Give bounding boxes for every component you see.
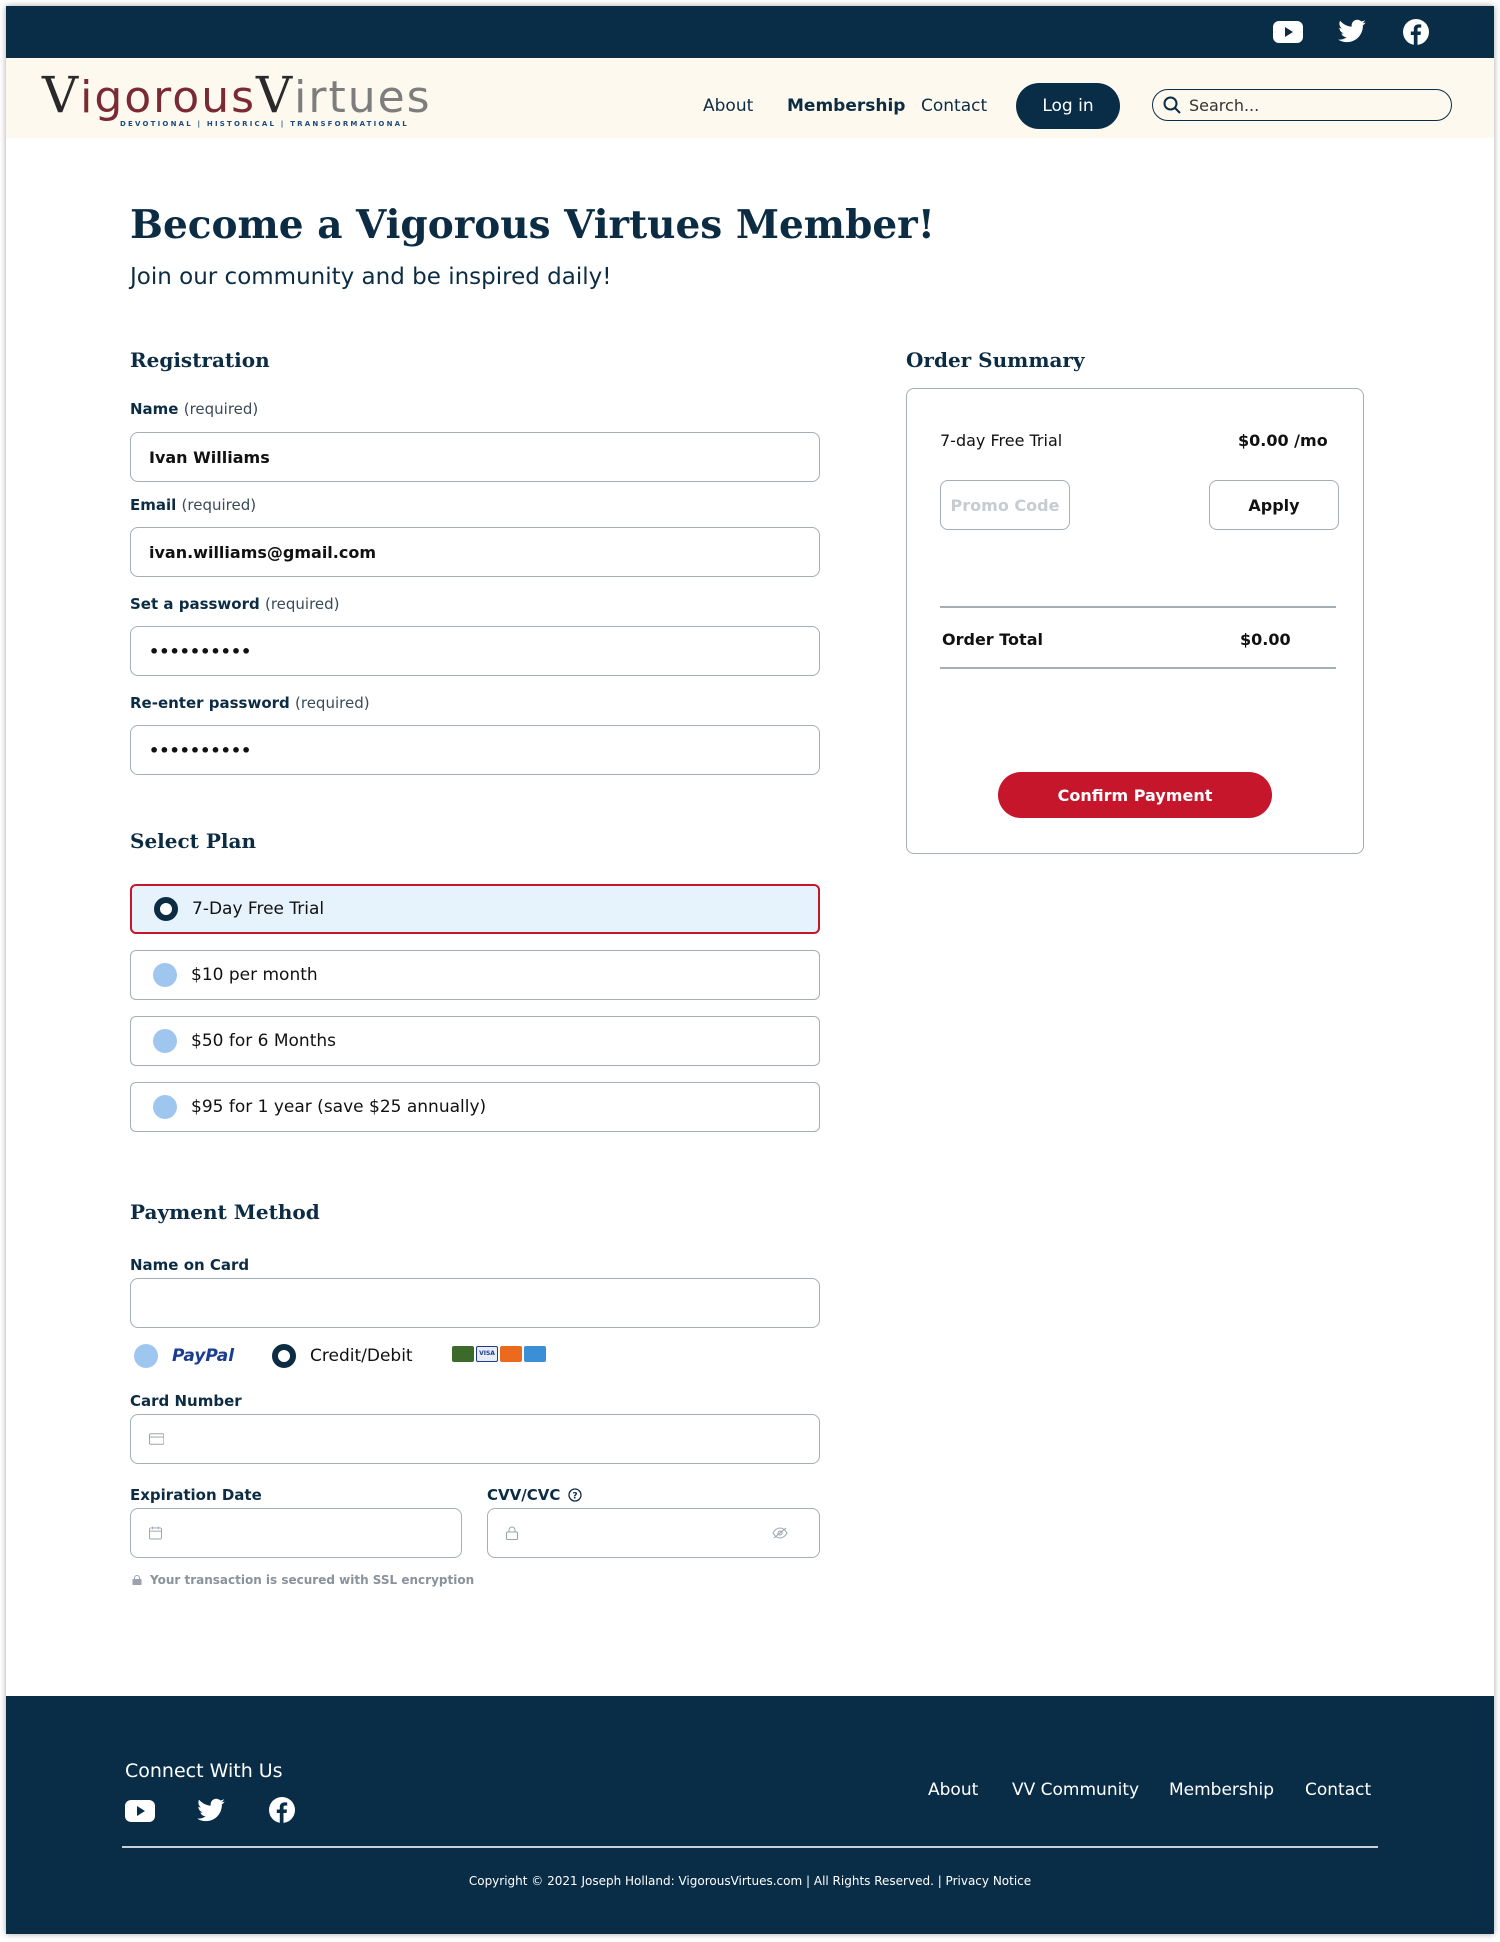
page-frame — [6, 6, 1494, 1934]
logo-tagline: DEVOTIONAL | HISTORICAL | TRANSFORMATIONAL — [120, 120, 409, 128]
apply-button[interactable]: Apply — [1209, 480, 1339, 530]
site-footer — [6, 1696, 1494, 1934]
radio-unselected[interactable] — [153, 1029, 177, 1053]
youtube-icon[interactable] — [1272, 16, 1304, 48]
lock-icon — [506, 1526, 518, 1540]
name-label — [130, 400, 258, 418]
ssl-note-text: Your transaction is secured with SSL encryption — [150, 1573, 475, 1587]
nav-contact[interactable]: Contact — [921, 96, 988, 116]
plan-option-yearly[interactable] — [130, 1082, 820, 1132]
logo-word-2: irtues — [294, 72, 432, 123]
search-bar — [1152, 89, 1452, 121]
confirm-payment-button[interactable]: Confirm Payment — [998, 772, 1272, 818]
name-on-card-field[interactable] — [149, 1294, 819, 1313]
credit-debit-label: Credit/Debit — [310, 1346, 413, 1366]
paypal-logo: PayPal — [172, 1346, 235, 1366]
copyright-text: Copyright © 2021 Joseph Holland: VigorousVirtues.com | All Rights Reserved. | Privacy Notice — [468, 1874, 1032, 1888]
plan-option-free-trial[interactable] — [130, 884, 820, 934]
registration-heading: Registration — [130, 348, 270, 372]
order-total-value: $0.00 — [1240, 630, 1291, 649]
eye-hidden-icon[interactable] — [772, 1527, 788, 1539]
name-field[interactable] — [149, 448, 819, 467]
required-note: (required) — [181, 496, 257, 514]
promo-code-input[interactable] — [950, 496, 1060, 515]
footer-link-community[interactable]: VV Community — [1012, 1780, 1140, 1800]
reenter-password-field-box — [130, 725, 820, 775]
logo-letter-v1: V — [42, 66, 81, 124]
nav-membership[interactable]: Membership — [787, 96, 906, 116]
footer-divider — [122, 1846, 1378, 1848]
facebook-icon[interactable] — [268, 1796, 296, 1828]
nav-about[interactable]: About — [703, 96, 754, 116]
summary-divider — [940, 606, 1336, 608]
site-header — [6, 58, 1494, 138]
credit-debit-option[interactable] — [272, 1344, 413, 1368]
cvv-label-text: CVV/CVC — [487, 1486, 561, 1504]
login-button[interactable]: Log in — [1016, 83, 1120, 129]
required-note: (required) — [264, 595, 340, 613]
card-brands-icon — [452, 1346, 546, 1362]
expiration-input[interactable] — [172, 1524, 461, 1543]
lock-icon — [132, 1575, 142, 1585]
top-social-bar — [6, 6, 1494, 58]
expiration-field-box — [130, 1508, 462, 1558]
email-field[interactable] — [149, 543, 819, 562]
plan-option-six-months[interactable] — [130, 1016, 820, 1066]
svg-text:?: ? — [572, 1491, 578, 1502]
plan-label: 7-Day Free Trial — [192, 899, 325, 919]
name-on-card-field-box — [130, 1278, 820, 1328]
twitter-icon[interactable] — [1336, 16, 1368, 48]
required-note: (required) — [183, 400, 259, 418]
email-label-text: Email — [130, 496, 177, 514]
reenter-password-field[interactable] — [149, 741, 819, 760]
plan-label: $95 for 1 year (save $25 annually) — [191, 1097, 487, 1117]
radio-unselected[interactable] — [134, 1344, 158, 1368]
help-icon[interactable] — [568, 1488, 582, 1502]
paypal-option[interactable] — [134, 1344, 234, 1368]
password-field[interactable] — [149, 642, 819, 661]
required-note: (required) — [295, 694, 370, 712]
footer-link-about[interactable]: About — [928, 1780, 979, 1800]
facebook-icon[interactable] — [1400, 16, 1432, 48]
reenter-password-label — [130, 694, 370, 712]
cvv-field-box — [487, 1508, 820, 1558]
password-label-text: Set a password — [130, 595, 260, 613]
password-label — [130, 595, 340, 613]
connect-label: Connect With Us — [125, 1760, 283, 1782]
plan-label: $10 per month — [191, 965, 318, 985]
logo-letter-v2: V — [256, 66, 295, 124]
search-icon — [1163, 96, 1181, 114]
card-number-input[interactable] — [174, 1430, 819, 1449]
visa-card-icon: VISA — [476, 1346, 498, 1362]
order-summary-heading: Order Summary — [906, 348, 1085, 372]
discover-card-icon — [452, 1346, 474, 1362]
reenter-label-text: Re-enter password — [130, 694, 290, 712]
footer-link-membership[interactable]: Membership — [1169, 1780, 1275, 1800]
youtube-icon[interactable] — [125, 1800, 155, 1826]
cvv-input[interactable] — [528, 1524, 768, 1543]
footer-link-contact[interactable]: Contact — [1305, 1780, 1372, 1800]
name-label-text: Name — [130, 400, 179, 418]
promo-code-box — [940, 480, 1070, 530]
page-title: Become a Vigorous Virtues Member! — [130, 202, 935, 248]
select-plan-heading: Select Plan — [130, 829, 257, 853]
plan-option-monthly[interactable] — [130, 950, 820, 1000]
name-field-box — [130, 432, 820, 482]
amex-card-icon — [524, 1346, 546, 1362]
email-field-box — [130, 527, 820, 577]
summary-item-price: $0.00 /mo — [1238, 431, 1328, 450]
summary-divider — [940, 667, 1336, 669]
password-field-box — [130, 626, 820, 676]
search-input[interactable] — [1189, 96, 1429, 115]
expiration-label: Expiration Date — [130, 1486, 262, 1504]
logo-word-1: igorous — [80, 72, 257, 123]
ssl-note — [132, 1573, 474, 1587]
order-total-label: Order Total — [942, 630, 1043, 649]
card-number-label: Card Number — [130, 1392, 242, 1410]
mastercard-icon — [500, 1346, 522, 1362]
cvv-label — [487, 1486, 582, 1504]
radio-unselected[interactable] — [153, 1095, 177, 1119]
radio-unselected[interactable] — [153, 963, 177, 987]
payment-method-heading: Payment Method — [130, 1200, 320, 1224]
summary-item-label: 7-day Free Trial — [940, 431, 1063, 450]
plan-label: $50 for 6 Months — [191, 1031, 336, 1051]
page-subtitle: Join our community and be inspired daily! — [130, 264, 612, 290]
name-on-card-label: Name on Card — [130, 1256, 250, 1274]
radio-selected[interactable] — [272, 1344, 296, 1368]
twitter-icon[interactable] — [196, 1798, 226, 1828]
calendar-icon — [149, 1526, 162, 1540]
credit-card-icon — [149, 1433, 164, 1445]
card-number-field-box — [130, 1414, 820, 1464]
email-label — [130, 496, 256, 514]
radio-selected[interactable] — [154, 897, 178, 921]
